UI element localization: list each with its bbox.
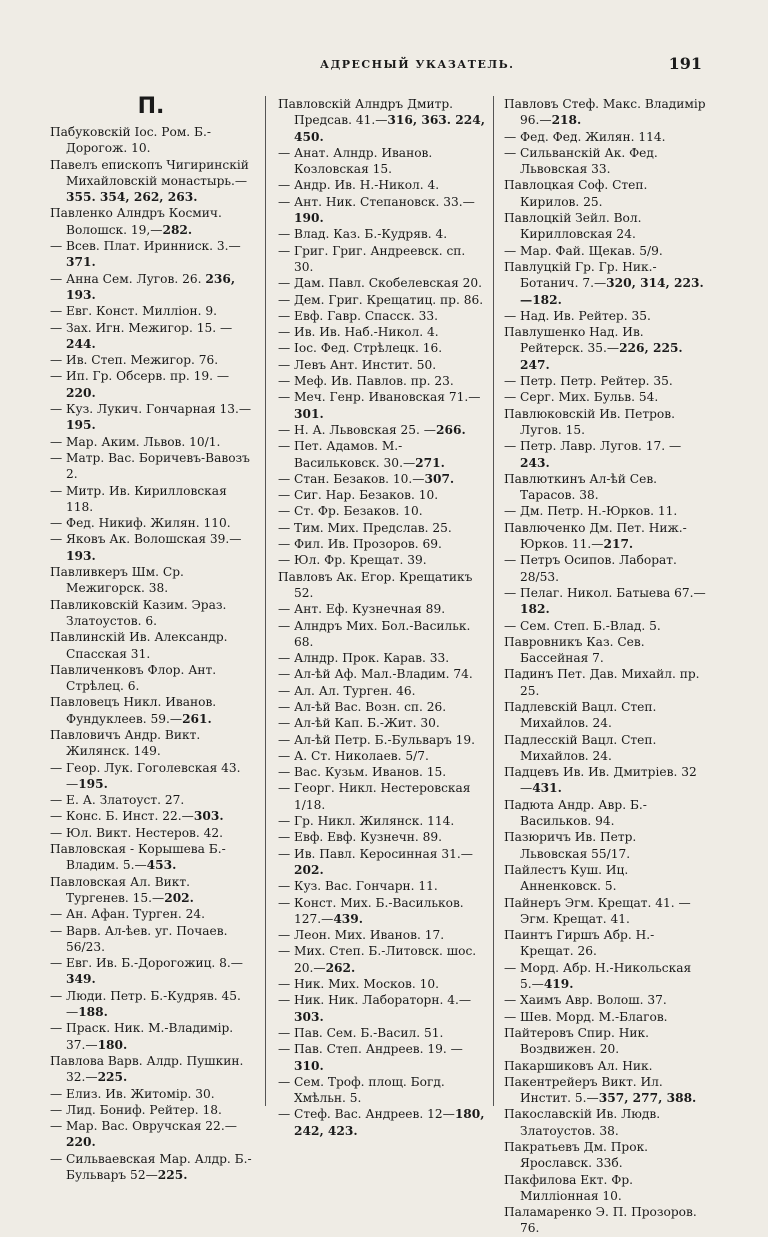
directory-entry: — Сем. Степ. Б.-Влад. 5.: [504, 618, 661, 633]
directory-entry: — Петръ Осипов. Лаборат. 28/53.: [504, 553, 677, 584]
directory-entry: Павловецъ Никл. Иванов. Фундуклеев. 59.—261.: [50, 695, 217, 726]
directory-entry: Пазюричъ Ив. Петр. Львовская 55/17.: [504, 830, 637, 861]
phone-number: 453.: [146, 858, 177, 873]
phone-number: 218.: [551, 113, 582, 128]
directory-entry: — Шев. Морд. М.-Благов.: [504, 1009, 668, 1024]
directory-entry: — Алндръ Мих. Бол.-Васильк. 68.: [278, 618, 471, 649]
directory-entry: — Е. А. Златоуст. 27.: [50, 793, 185, 808]
directory-entry: — Мар. Аким. Львов. 10/1.: [50, 434, 221, 449]
phone-number: 236, 193.: [66, 271, 236, 302]
directory-entry: — Ал-ѣй Вас. Возн. сп. 26.: [278, 699, 447, 714]
directory-entry: — Левъ Ант. Инстит. 50.: [278, 357, 437, 372]
phone-number: 188.: [78, 1005, 108, 1020]
directory-entry: — Яковъ Ак. Волошская 39.—193.: [50, 532, 242, 563]
directory-entry: — Ал. Ал. Турген. 46.: [278, 683, 416, 698]
directory-entry: — Меч. Генр. Ивановская 71.—301.: [278, 390, 481, 421]
directory-entry: — Фед. Никиф. Жилян. 110.: [50, 516, 231, 531]
directory-entry: — Георг. Никл. Нестеровская 1/18.: [278, 781, 471, 812]
directory-entry: — Пав. Сем. Б.-Васил. 51.: [278, 1025, 444, 1040]
directory-entry: — А. Ст. Николаев. 5/7.: [278, 748, 429, 763]
directory-entry: — Петр. Лавр. Лугов. 17. —243.: [504, 439, 682, 470]
directory-entry: Паламаренко Э. П. Прозоров. 76.: [504, 1205, 697, 1236]
directory-entry: — Ив. Степ. Межигор. 76.: [50, 353, 219, 368]
directory-entry: — Мар. Фай. Щекав. 5/9.: [504, 243, 663, 258]
directory-entry: — Сильваевская Мар. Алдр. Б.-Бульваръ 52—225.: [50, 1151, 252, 1182]
phone-number: 282.: [162, 222, 193, 237]
directory-entry: Павленко Алндръ Космич. Волошск. 19,—282.: [50, 206, 222, 237]
directory-entry: Павливкеръ Шм. Ср. Межигорск. 38.: [50, 565, 184, 596]
directory-entry: — Вас. Кузьм. Иванов. 15.: [278, 765, 447, 780]
directory-entry: Павлюткинъ Ал-ѣй Сев. Тарасов. 38.: [504, 471, 658, 503]
directory-entry: — Ив. Ив. Наб.-Никол. 4.: [278, 325, 439, 340]
phone-number: 307.: [424, 471, 455, 486]
directory-entry: — Евф. Евф. Кузнечн. 89.: [278, 830, 443, 845]
directory-entry: — Над. Ив. Рейтер. 35.: [504, 308, 651, 323]
directory-entry: Павловъ Ак. Егор. Крещатикъ 52.: [278, 569, 473, 600]
phone-number: 316, 363. 224, 450.: [294, 113, 485, 144]
directory-entry: Павлоцкая Соф. Степ. Кирилов. 25.: [504, 178, 648, 209]
phone-number: 180.: [97, 1037, 128, 1052]
directory-entry: — Матр. Вас. Боричевъ-Вавозъ 2.: [50, 450, 250, 482]
directory-entry: — Фил. Ив. Прозоров. 69.: [278, 537, 442, 552]
section-letter: П.: [137, 94, 165, 119]
directory-entry: — Мар. Вас. Овручская 22.—220.: [50, 1119, 237, 1150]
directory-entry: Пакославскій Ив. Людв. Златоустов. 38.: [504, 1107, 661, 1138]
directory-entry: — Дам. Павл. Скобелевская 20.: [278, 276, 483, 291]
directory-entry: — Серг. Мих. Бульв. 54.: [504, 390, 659, 405]
directory-entry: — Дм. Петр. Н.-Юрков. 11.: [504, 504, 678, 519]
column-divider: [493, 96, 494, 1106]
directory-entry: — Ип. Гр. Обсерв. пр. 19. —220.: [50, 369, 230, 400]
phone-number: 202.: [294, 862, 324, 877]
directory-entry: Павлуцкій Гр. Гр. Ник.-Ботанич. 7.—320, 314, 223. —182.: [504, 259, 704, 307]
phone-number: 225.: [97, 1070, 128, 1085]
phone-number: 355. 354, 262, 263.: [66, 190, 198, 205]
directory-entry: Падюта Андр. Авр. Б.-Васильков. 94.: [504, 797, 647, 829]
directory-entry: Павлюченко Дм. Пет. Ниж.-Юрков. 11.—217.: [504, 520, 687, 552]
directory-entry: Павровникъ Каз. Сев. Бассейная 7.: [504, 634, 645, 666]
directory-entry: Падлевскій Вацл. Степ. Михайлов. 24.: [504, 699, 657, 731]
phone-number: 180, 242, 423.: [294, 1107, 485, 1138]
phone-number: 195.: [78, 776, 108, 791]
directory-entry: Пакфилова Ект. Фр. Милліонная 10.: [504, 1172, 634, 1203]
column-divider: [265, 96, 266, 1106]
directory-entry: — Меф. Ив. Павлов. пр. 23.: [278, 374, 454, 389]
directory-entry: — Митр. Ив. Кирилловская 118.: [50, 483, 227, 514]
column-1: [50, 96, 252, 1183]
directory-entry: — Анна Сем. Лугов. 26. 236, 193.: [50, 271, 236, 302]
directory-entry: — Куз. Вас. Гончарн. 11.: [278, 879, 438, 894]
phone-number: 226, 225. 247.: [520, 341, 683, 372]
directory-entry: — Евг. Ив. Б.-Дорогожиц. 8.—349.: [50, 956, 243, 987]
directory-entry: — Григ. Григ. Андреевск. сп. 30.: [278, 243, 466, 274]
directory-entry: Павловская - Корышева Б.-Владим. 5.—453.: [50, 842, 226, 873]
directory-entry: Павловскій Алндръ Дмитр. Предсав. 41.—316, 363. 224, 450.: [278, 97, 485, 144]
directory-entry: — Тим. Мих. Предслав. 25.: [278, 520, 452, 535]
column-2: [278, 96, 486, 1139]
phone-number: 261.: [182, 711, 212, 726]
directory-entry: — Евг. Конст. Милліон. 9.: [50, 304, 217, 319]
directory-entry: — Ан. Афан. Турген. 24.: [50, 907, 206, 922]
phone-number: 271.: [415, 455, 445, 470]
directory-entry: — Морд. Абр. Н.-Никольская 5.—419.: [504, 960, 692, 992]
directory-entry: — Леон. Мих. Иванов. 17.: [278, 928, 445, 943]
directory-entry: — Пелаг. Никол. Батыева 67.—182.: [504, 585, 706, 617]
phone-number: 195.: [66, 418, 96, 433]
directory-entry: — Пав. Степ. Андреев. 19. —310.: [278, 1042, 463, 1073]
directory-entry: — Варв. Ал-ѣев. уг. Почаев. 56/23.: [50, 923, 228, 954]
directory-entry: — Іос. Фед. Стрѣлецк. 16.: [278, 341, 443, 356]
phone-number: 220.: [66, 385, 96, 400]
phone-number: 371.: [66, 255, 96, 270]
directory-entry: — Пет. Адамов. М.-Васильковск. 30.—271.: [278, 439, 445, 470]
directory-entry: Пабуковскій Іос. Ром. Б.-Дорогож. 10.: [50, 125, 211, 156]
phone-number: 225.: [157, 1168, 188, 1182]
phone-number: 190.: [294, 211, 324, 226]
directory-entry: Павлушенко Над. Ив. Рейтерск. 35.—226, 225. 247.: [504, 325, 683, 372]
directory-entry: — Петр. Петр. Рейтер. 35.: [504, 374, 673, 389]
directory-entry: Павлюковскій Ив. Петров. Лугов. 15.: [504, 406, 675, 437]
directory-entry: Падцевъ Ив. Ив. Дмитріев. 32—431.: [504, 765, 697, 796]
directory-entry: Павлоцкій Зейл. Вол. Кирилловская 24.: [504, 211, 642, 242]
directory-entry: — Ал-ѣй Аф. Мал.-Владим. 74.: [278, 667, 473, 682]
directory-entry: — Сиг. Нар. Безаков. 10.: [278, 488, 439, 503]
phone-number: 303.: [193, 809, 224, 824]
phone-number: 220.: [66, 1135, 96, 1150]
directory-entry: Пайнеръ Эгм. Крещат. 41. —Эгм. Крещат. 41.: [504, 895, 691, 926]
directory-entry: — Лид. Бониф. Рейтер. 18.: [50, 1102, 222, 1117]
directory-entry: — Ал-ѣй Петр. Б.-Бульваръ 19.: [278, 732, 476, 747]
directory-entry: — Влад. Каз. Б.-Кудряв. 4.: [278, 227, 448, 242]
phone-number: 303.: [294, 1009, 324, 1024]
directory-entry: — Сильванскій Ак. Фед. Львовская 33.: [504, 145, 658, 177]
phone-number: 349.: [66, 972, 96, 987]
page-header: [50, 54, 714, 78]
running-title: АДРЕСНЫЙ УКАЗАТЕЛЬ.: [320, 58, 515, 71]
phone-number: 243.: [520, 455, 550, 470]
phone-number: 193.: [66, 548, 96, 563]
directory-entry: — Стан. Безаков. 10.—307.: [278, 471, 455, 486]
directory-entry: Павлинскій Ив. Александр. Спасская 31.: [50, 630, 228, 661]
directory-entry: — Стеф. Вас. Андреев. 12—180, 242, 423.: [278, 1107, 485, 1138]
directory-entry: — Ив. Павл. Керосинная 31.—202.: [278, 846, 473, 877]
directory-entry: — Всев. Плат. Иринниск. 3.—371.: [50, 239, 241, 270]
phone-number: 357, 277, 388.: [598, 1091, 697, 1106]
directory-entry: — Праск. Ник. М.-Владимір. 37.—180.: [50, 1021, 234, 1052]
directory-entry: — Ант. Еф. Кузнечная 89.: [278, 602, 446, 617]
directory-entry: Пайлестъ Куш. Иц. Анненковск. 5.: [504, 862, 629, 894]
directory-entry: — Зах. Игн. Межигор. 15. —244.: [50, 320, 233, 351]
column-3: [504, 96, 706, 1237]
directory-entry: Павлова Варв. Алдр. Пушкин. 32.—225.: [50, 1053, 244, 1085]
directory-entry: — Юл. Фр. Крещат. 39.: [278, 553, 427, 568]
directory-entry: — Н. А. Львовская 25. —266.: [278, 422, 466, 437]
directory-entry: Павликовскій Казим. Эраз. Златоустов. 6.: [50, 597, 227, 628]
directory-entry: — Люди. Петр. Б.-Кудряв. 45.—188.: [50, 988, 241, 1020]
directory-entry: — Елиз. Ив. Житомір. 30.: [50, 1086, 215, 1101]
phone-number: 182.: [520, 602, 550, 617]
directory-entry: — Ник. Ник. Лабораторн. 4.—303.: [278, 993, 472, 1024]
phone-number: 419.: [543, 977, 574, 992]
directory-entry: — Сем. Троф. площ. Богд. Хмѣльн. 5.: [278, 1074, 445, 1106]
phone-number: 262.: [325, 960, 356, 975]
directory-entry: — Мих. Степ. Б.-Литовск. шос. 20.—262.: [278, 944, 477, 975]
directory-entry: Пакентрейеръ Викт. Ил. Инстит. 5.—357, 277, 388.: [504, 1074, 697, 1106]
directory-entry: — Конст. Мих. Б.-Васильков. 127.—439.: [278, 895, 464, 926]
directory-entry: Падлесскій Вацл. Степ. Михайлов. 24.: [504, 732, 657, 763]
directory-entry: — Конс. Б. Инст. 22.—303.: [50, 809, 224, 824]
directory-entry: — Фед. Фед. Жилян. 114.: [504, 129, 666, 144]
phone-number: 301.: [294, 406, 324, 421]
phone-number: 431.: [532, 781, 562, 796]
directory-entry: — Дем. Григ. Крещатиц. пр. 86.: [278, 292, 484, 307]
phone-number: 217.: [603, 537, 634, 552]
phone-number: 244.: [66, 336, 96, 351]
directory-entry: — Евф. Гавр. Спасск. 33.: [278, 308, 438, 323]
directory-entry: Павловская Ал. Викт. Тургенев. 15.—202.: [50, 874, 194, 905]
page-number: 191: [668, 54, 702, 73]
phone-number: 439.: [333, 911, 364, 926]
directory-entry: — Гр. Никл. Жилянск. 114.: [278, 814, 455, 829]
directory-entry: Павловичъ Андр. Викт. Жилянск. 149.: [50, 727, 201, 759]
directory-entry: Павловъ Стеф. Макс. Владимір 96.—218.: [504, 97, 706, 128]
directory-entry: — Ст. Фр. Безаков. 10.: [278, 504, 423, 519]
phone-number: 310.: [294, 1058, 324, 1073]
directory-entry: — Ал-ѣй Кап. Б.-Жит. 30.: [278, 716, 440, 731]
directory-entry: Пакаршиковъ Ал. Ник.: [504, 1058, 653, 1073]
phone-number: 202.: [164, 890, 194, 905]
directory-entry: — Алндр. Прок. Карав. 33.: [278, 651, 450, 666]
directory-entry: Павличенковъ Флор. Ант. Стрѣлец. 6.: [50, 662, 217, 694]
directory-entry: — Анат. Алндр. Иванов. Козловская 15.: [278, 145, 433, 177]
directory-entry: — Юл. Викт. Нестеров. 42.: [50, 825, 224, 840]
phone-number: 266.: [436, 422, 466, 437]
directory-entry: — Андр. Ив. Н.-Никол. 4.: [278, 178, 440, 193]
directory-entry: — Хаимъ Авр. Волош. 37.: [504, 993, 667, 1008]
directory-entry: — Геор. Лук. Гоголевская 43.—195.: [50, 760, 241, 791]
directory-entry: — Куз. Лукич. Гончарная 13.—195.: [50, 402, 252, 433]
directory-entry: — Ник. Мих. Москов. 10.: [278, 977, 439, 992]
directory-entry: Паинтъ Гиршъ Абр. Н.-Крещат. 26.: [504, 928, 655, 959]
phone-number: 320, 314, 223. —182.: [520, 276, 704, 307]
directory-entry: Пакратьевъ Дм. Прок. Ярославск. 33б.: [504, 1140, 649, 1171]
directory-entry: Павелъ епископъ Чигиринскій Михайловскій монастырь.—355. 354, 262, 263.: [50, 157, 249, 205]
directory-entry: Падинъ Пет. Дав. Михайл. пр. 25.: [504, 667, 700, 698]
directory-entry: — Ант. Ник. Степановск. 33.—190.: [278, 194, 475, 226]
directory-entry: Пайтеровъ Спир. Ник. Воздвижен. 20.: [504, 1025, 649, 1057]
